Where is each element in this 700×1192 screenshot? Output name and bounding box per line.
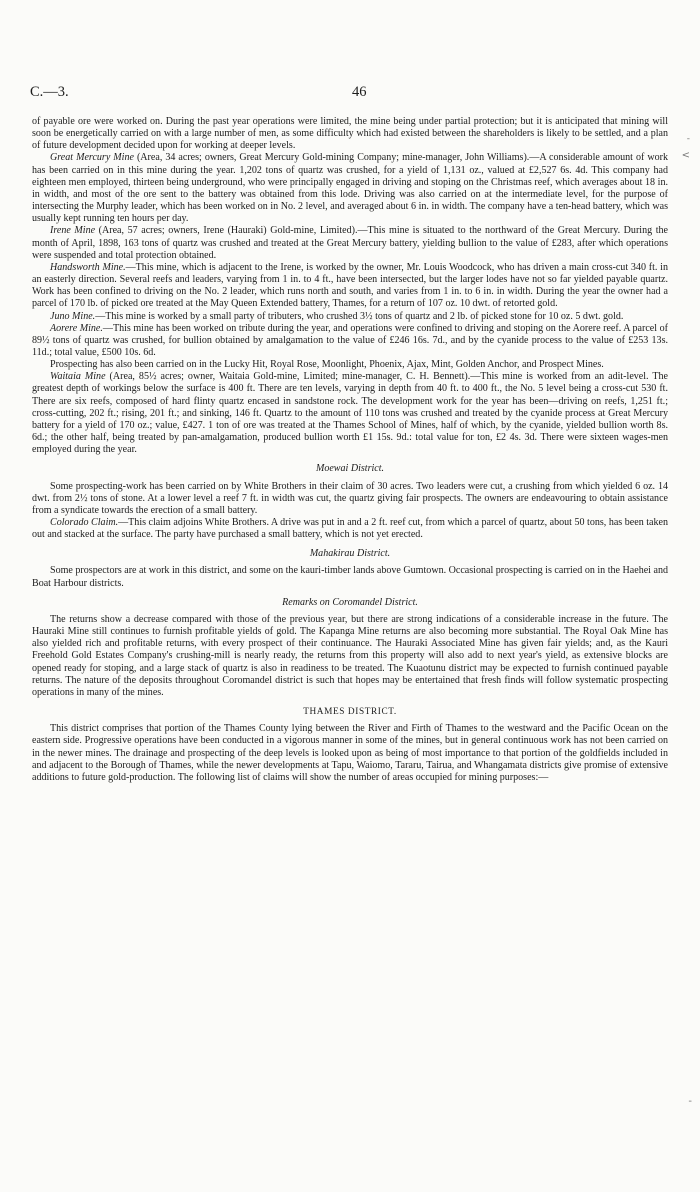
margin-dash-mark: - (688, 1096, 692, 1107)
paragraph-irene: Irene Mine (Area, 57 acres; owners, Irene (Hauraki) Gold-mine, Limited).—This mine is situated to the northward of the Great Mercury. During the month of April, 1898, 163 tons of quartz was crushed and treated at the Great Mercury battery, yielding bullion to the value of £283, after which operations were suspended and total protection obtained. (32, 225, 668, 261)
paragraph-great-mercury: Great Mercury Mine (Area, 34 acres; owners, Great Mercury Gold-mining Company; mine-manager, John Williams).—A considerable amount of work has been carried on in this mine during the year. 1,202 tons of quartz was crushed, for a yield of 1,131 oz., valued at £2,527 6s. 4d. This company had eighteen men employed, thirteen being underground, who were principally engaged in driving and stoping on the Christmas reef, which averages about 18 in. in width, and most of the ore sent to the battery was obtained from this lode. Driving was also carried on at the intermediate level, for the purpose of intersecting the Murphy leader, which has been worked on in No. 2 level, and averaged about 6 in. in width. The company have a ten-head battery, which was usually kept running ten hours per day. (32, 152, 669, 225)
paragraph-prospecting: Prospecting has also been carried on in the Lucky Hit, Royal Rose, Moonlight, Phoenix, Ajax, Mint, Golden Anchor, and Prospect Mines. (50, 359, 604, 371)
margin-tick-mark: - (686, 134, 690, 144)
paragraph-aorere: Aorere Mine.—This mine has been worked on tribute during the year, and operations were confined to driving and stoping on the Aorere reef. A parcel of 89½ tons of quartz was crushed, for bullion obtained by amalgamation to the value of £246 16s. 7d., and by the cyanide process to the value of £253 13s. 11d.; total value, £500 10s. 6d. (32, 322, 668, 358)
paragraph-mahakirau: Some prospectors are at work in this district, and some on the kauri-timber lands above Gumtown. Occasional prospecting is carried on in the Haehei and Boat Harbour districts. (32, 565, 668, 589)
page-header (30, 84, 670, 104)
paragraph-juno: Juno Mine.—This mine is worked by a small party of tributers, who crushed 3½ tons of quartz and 2 lb. of picked stone for 10 oz. 5 dwt. gold. (50, 310, 624, 322)
heading-mahakirau-district: Mahakirau District. (309, 548, 391, 560)
body-text (32, 116, 668, 784)
heading-thames-district: THAMES DISTRICT. (303, 707, 397, 718)
paragraph-handsworth: Handsworth Mine.—This mine, which is adjacent to the Irene, is worked by the owner, Mr. Louis Woodcock, who has driven a main cross-cut 340 ft. in an easterly direction. Several reefs and leaders, varying from 1 in. to 4 ft., have been intersected, but the larger lodes have not so far yielded payable quartz. Work has been confined to driving on the No. 2 leader, which runs north and south, and varies from 1 in. to 6 in. in width. During the year the owner had a parcel of 170 lb. of picked ore treated at the May Queen Extended battery, Thames, for a return of 107 oz. 10 dwt. of retorted gold. (32, 261, 668, 310)
paragraph-moewai: Some prospecting-work has been carried on by White Brothers in their claim of 30 acres. Two leaders were cut, a crushing from which yielded 6 oz. 14 dwt. from 2½ tons of stone. At a lower level a reef 7 ft. in width was cut, the quartz giving fair prospects. The owners are endeavouring to obtain assistance from a syndicate towards the erection of a small battery. (32, 480, 668, 516)
heading-remarks-coromandel: Remarks on Coromandel District. (282, 596, 418, 608)
paragraph-colorado: Colorado Claim.—This claim adjoins White Brothers. A drive was put in and a 2 ft. reef cut, from which a parcel of quartz, about 50 tons, has been taken out and stacked at the surface. The party have purchased a small battery, which is not yet erected. (32, 517, 668, 541)
margin-bracket-mark: < (681, 150, 690, 161)
paragraph-thames: This district comprises that portion of the Thames County lying between the River and Firth of Thames to the westward and the Pacific Ocean on the eastern side. Progressive operations have been conducted in a vigorous manner in some of the mines, but in general continuous work has not been carried on in the newer mines. The drainage and prospecting of the deep levels is looked upon as being of most importance to that portion of the goldfields included in and adjacent to the Borough of Thames, while the newer developments at Tapu, Waiomo, Tararu, Tairua, and Whangamata districts give promise of extensive additions to future gold-production. The following list of claims will show the number of areas occupied for mining purposes:— (32, 723, 668, 783)
heading-moewai-district: Moewai District. (315, 463, 385, 475)
paragraph-intro: of payable ore were worked on. During the past year operations were limited, the mine being under partial protection; but it is anticipated that mining will soon be energetically carried on with a large number of men, as some difficulty which had existed between the shareholders is likely to be settled, and a plan of future development decided upon for working at deeper levels. (32, 116, 668, 152)
page-number: 46 (352, 84, 367, 100)
paragraph-remarks: The returns show a decrease compared with those of the previous year, but there are strong indications of a considerable increase in the future. The Hauraki Mine still continues to furnish profitable yields of gold. The Kapanga Mine returns are also becoming more substantial. The Royal Oak Mine has also yielded rich and profitable returns, with every prospect of their continuance. The Hauraki Associated Mine has given fair yields; and, as the Kauri Freehold Gold Estates Company's crushing-mill is nearly ready, the returns from this property will also add to next year's yield, as extensive blocks are opened ready for stoping, and a large stack of quartz is also in readiness to be treated. The Kuaotunu district may be expected to furnish continued payable returns. The nature of the deposits throughout Coromandel district is such that hopes may be entertained that fresh finds will follow systematic prospecting operations in many of the mines. (32, 613, 668, 698)
report-reference: C.—3. (30, 84, 69, 100)
paragraph-waitaia: Waitaia Mine (Area, 85½ acres; owner, Waitaia Gold-mine, Limited; mine-manager, C. H. Bennett).—This mine is worked from an adit-level. The greatest depth of workings below the surface is 400 ft. There are ten levels, varying in depth from 40 ft. to 400 ft., the No. 5 level being a cross-cut 530 ft. There are six reefs, composed of hard flinty quartz encased in sandstone rock. The development work for the year has been—driving on reefs, 1,251 ft.; cross-cutting, 202 ft.; rising, 201 ft.; and sinking, 146 ft. Quartz to the amount of 110 tons was crushed and treated by the cyanide process at Great Mercury battery for a yield of 170 oz.; value, £427. 1 ton of ore was treated at the Thames School of Mines, half of which, by the cyanide, yielded bullion worth 8s. 6d.; the other half, being treated by pan-amalgamation, produced bullion worth £1 15s. 9d.: total value for ton, £2 4s. 3d. There were sixteen wages-men employed during the year. (32, 371, 668, 456)
